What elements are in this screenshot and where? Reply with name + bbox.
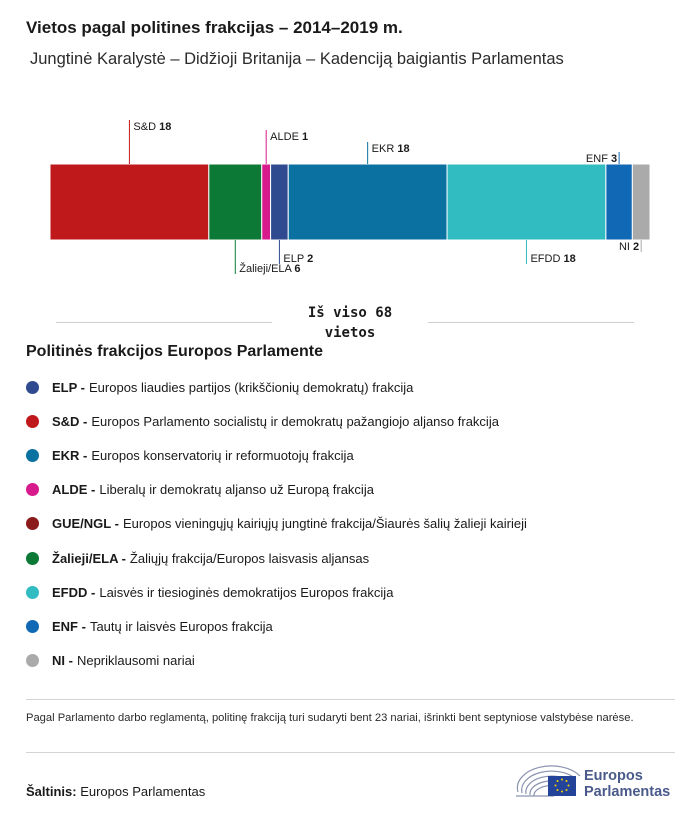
segment-label-name: EFDD bbox=[530, 253, 564, 265]
legend-text: Laisvės ir tiesioginės demokratijos Europos frakcija bbox=[99, 584, 394, 600]
legend-abbr: ELP - bbox=[52, 379, 85, 395]
segment-label-value: 2 bbox=[633, 241, 640, 253]
legend-abbr: EFDD - bbox=[52, 584, 96, 600]
legend bbox=[26, 370, 676, 678]
legend-text: Europos liaudies partijos (krikščionių demokratų) frakcija bbox=[89, 379, 414, 395]
legend-text: Europos Parlamento socialistų ir demokratų pažangiojo aljanso frakcija bbox=[91, 413, 499, 429]
legend-dot-icon bbox=[26, 517, 39, 530]
bar-segment bbox=[271, 164, 289, 240]
legend-item bbox=[26, 609, 676, 643]
total-divider-right bbox=[428, 322, 634, 323]
segment-label-value: 18 bbox=[397, 143, 410, 155]
legend-item bbox=[26, 438, 676, 472]
legend-item bbox=[26, 370, 676, 404]
legend-abbr: GUE/NGL - bbox=[52, 516, 119, 532]
total-seats-label: Iš viso 68 vietos bbox=[307, 305, 393, 341]
legend-abbr: Žalieji/ELA - bbox=[52, 550, 126, 566]
legend-dot-icon bbox=[26, 381, 39, 394]
legend-text: Nepriklausomi nariai bbox=[76, 653, 195, 669]
segment-label bbox=[283, 253, 313, 265]
segment-label bbox=[586, 153, 617, 165]
segment-label bbox=[530, 253, 575, 265]
segment-label-name: EKR bbox=[371, 143, 398, 155]
legend-text: Žaliųjų frakcija/Europos laisvasis aljansas bbox=[129, 550, 370, 566]
legend-abbr: ALDE - bbox=[52, 482, 96, 498]
legend-abbr: ENF - bbox=[52, 618, 86, 634]
segment-label-value: 18 bbox=[159, 121, 172, 133]
legend-abbr: S&D - bbox=[52, 413, 88, 429]
legend-abbr: EKR - bbox=[52, 447, 88, 463]
footnote-divider-bottom bbox=[26, 752, 675, 753]
legend-dot-icon bbox=[26, 449, 39, 462]
legend-text: Europos vieningųjų kairiųjų jungtinė frakcija/Šiaurės šalių žalieji kairieji bbox=[122, 516, 527, 532]
footnote-divider-top bbox=[26, 699, 675, 700]
legend-item bbox=[26, 644, 676, 678]
bar-segment bbox=[262, 164, 271, 240]
segment-label-value: 18 bbox=[563, 253, 576, 265]
legend-text: Europos konservatorių ir reformuotojų frakcija bbox=[91, 447, 354, 463]
source-line bbox=[26, 784, 205, 799]
legend-item bbox=[26, 473, 676, 507]
legend-text: Tautų ir laisvės Europos frakcija bbox=[89, 618, 273, 634]
chart-title: Vietos pagal politines frakcijas – 2014–2019 m. bbox=[26, 18, 403, 37]
legend-text: Liberalų ir demokratų aljanso už Europą frakcija bbox=[99, 482, 374, 498]
segment-label bbox=[619, 241, 639, 253]
stacked-bar-chart bbox=[0, 100, 700, 300]
segment-label bbox=[133, 121, 171, 133]
footnote: Pagal Parlamento darbo reglamentą, politinę frakciją turi sudaryti bent 23 nariai, išrinkti bent septyniose valstybėse narėse. bbox=[26, 712, 634, 724]
segment-label-value: 1 bbox=[301, 131, 309, 143]
segment-label-name: NI bbox=[618, 241, 634, 253]
legend-item bbox=[26, 404, 676, 438]
legend-dot-icon bbox=[26, 654, 39, 667]
segment-label-name: Žalieji/ELA bbox=[239, 263, 295, 275]
legend-title: Politinės frakcijos Europos Parlamente bbox=[26, 343, 323, 360]
segment-label bbox=[372, 143, 410, 155]
segment-label-name: ENF bbox=[585, 153, 611, 165]
bar-segment bbox=[50, 164, 209, 240]
bar-segment bbox=[632, 164, 650, 240]
legend-dot-icon bbox=[26, 415, 39, 428]
legend-dot-icon bbox=[26, 483, 39, 496]
legend-dot-icon bbox=[26, 552, 39, 565]
bar-segment bbox=[447, 164, 606, 240]
segment-label-name: ALDE bbox=[270, 131, 302, 143]
total-divider-left bbox=[56, 322, 272, 323]
chart-subtitle: Jungtinė Karalystė – Didžioji Britanija – Kadenciją baigiantis Parlamentas bbox=[30, 50, 564, 68]
legend-item bbox=[26, 507, 676, 541]
source-label: Šaltinis: bbox=[26, 784, 77, 799]
segment-label-name: ELP bbox=[283, 253, 308, 265]
bar-segment bbox=[209, 164, 262, 240]
segment-label-value: 3 bbox=[610, 153, 618, 165]
legend-dot-icon bbox=[26, 586, 39, 599]
bar-segment bbox=[288, 164, 447, 240]
logo-line-2: Parlamentas bbox=[584, 784, 671, 800]
bar-segment bbox=[606, 164, 632, 240]
segment-label-name: S&D bbox=[133, 121, 160, 133]
segment-label-value: 2 bbox=[307, 253, 314, 265]
logo-text bbox=[584, 768, 670, 800]
source-text: Europos Parlamentas bbox=[80, 784, 206, 799]
segment-label bbox=[270, 131, 308, 143]
segment-label-value: 6 bbox=[294, 263, 301, 275]
legend-dot-icon bbox=[26, 620, 39, 633]
legend-item bbox=[26, 541, 676, 575]
logo-line-1: Europos bbox=[584, 768, 643, 784]
legend-abbr: NI - bbox=[52, 653, 73, 669]
legend-item bbox=[26, 575, 676, 609]
